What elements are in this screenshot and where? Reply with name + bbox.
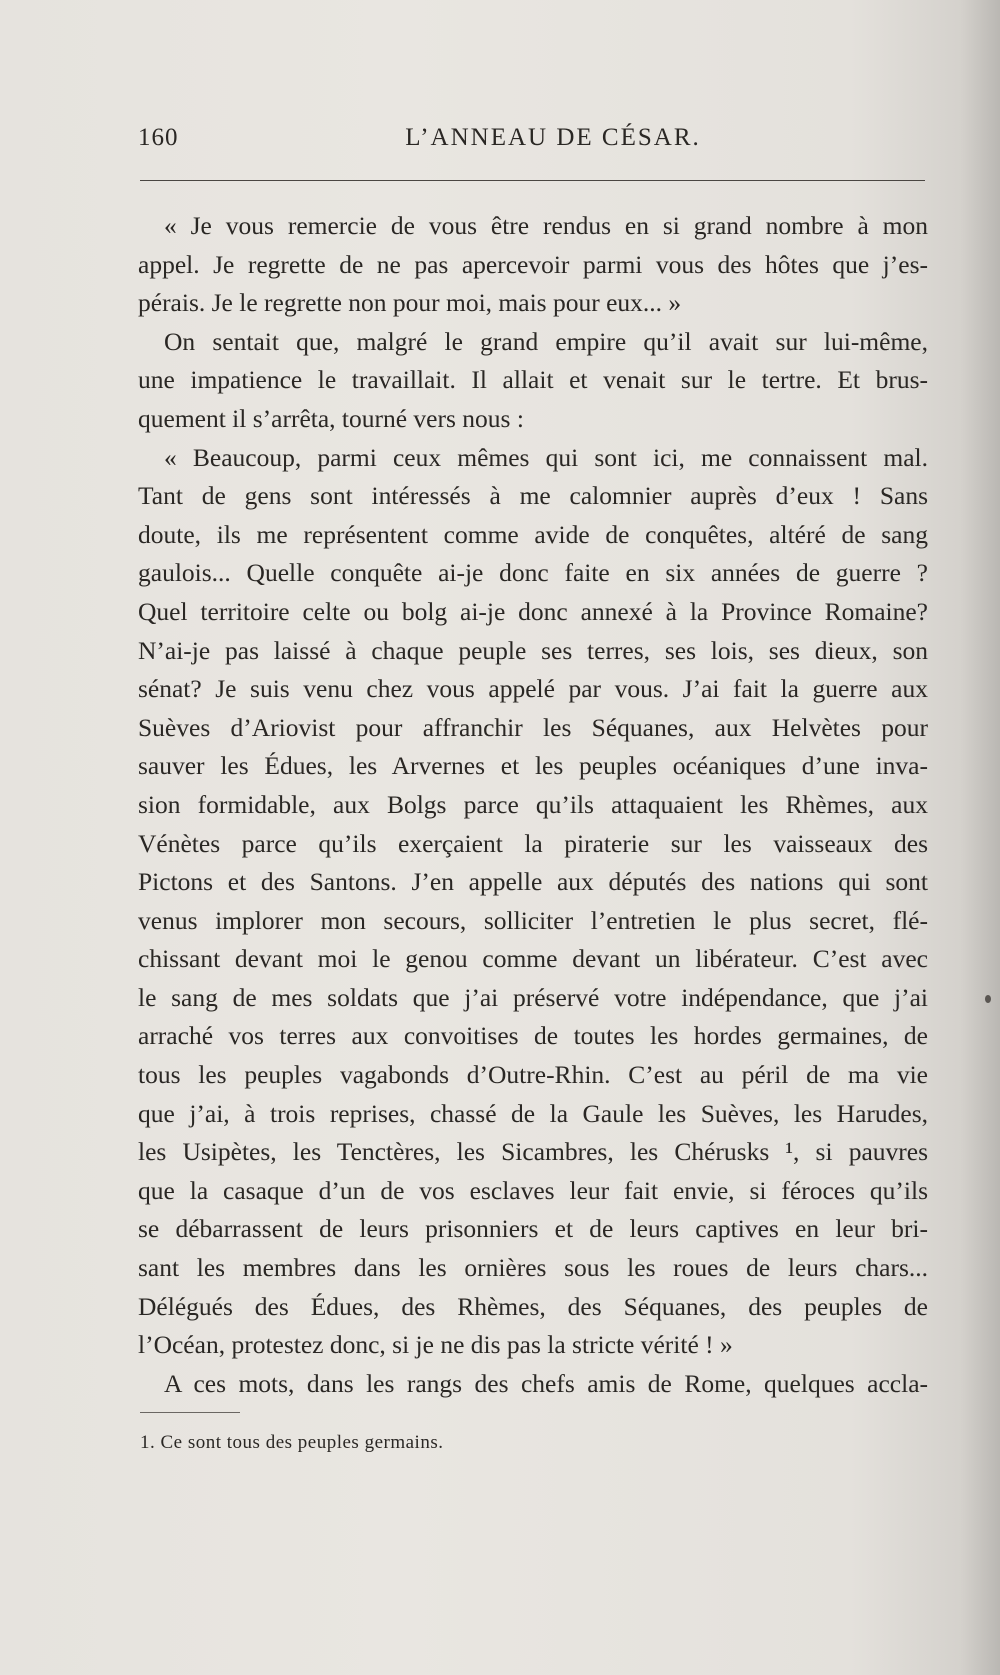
text-line: « Beaucoup, parmi ceux mêmes qui sont ici, me connaissent mal. (164, 442, 928, 472)
text-line: Tant de gens sont intéressés à me calomnier auprès d’eux ! Sans (138, 481, 928, 511)
text-line: l’Océan, protestez donc, si je ne dis pas la stricte vérité ! » (138, 1330, 733, 1360)
text-line: que la casaque d’un de vos esclaves leur fait envie, si féroces qu’ils (138, 1175, 928, 1205)
text-line: chissant devant moi le genou comme devant un libérateur. C’est avec (138, 944, 928, 974)
text-line: Quel territoire celte ou bolg ai-je donc annexé à la Province Romaine? (138, 596, 928, 626)
text-line: venus implorer mon secours, solliciter l’entretien le plus secret, flé- (138, 905, 928, 935)
text-line: le sang de mes soldats que j’ai préservé votre indépendance, que j’ai (138, 982, 928, 1012)
page-number: 160 (138, 124, 179, 151)
running-title: L’ANNEAU DE CÉSAR. (405, 124, 701, 151)
text-line: A ces mots, dans les rangs des chefs amis de Rome, quelques accla- (164, 1368, 928, 1398)
text-line: Pictons et des Santons. J’en appelle aux députés des nations qui sont (138, 867, 928, 897)
text-line: pérais. Je le regrette non pour moi, mais pour eux... » (138, 288, 682, 318)
text-line: Vénètes parce qu’ils exerçaient la piraterie sur les vaisseaux des (138, 828, 928, 858)
body-text (138, 207, 928, 1403)
text-line: que j’ai, à trois reprises, chassé de la Gaule les Suèves, les Harudes, (138, 1098, 928, 1128)
footnote: 1. Ce sont tous des peuples germains. (140, 1432, 444, 1453)
text-line: quement il s’arrêta, tourné vers nous : (138, 403, 524, 433)
ink-speck (985, 995, 991, 1003)
header-rule (140, 180, 925, 181)
text-line: Délégués des Édues, des Rhèmes, des Séquanes, des peuples de (138, 1291, 928, 1321)
text-line: une impatience le travaillait. Il allait et venait sur le tertre. Et brus- (138, 365, 928, 395)
page-edge-shadow (960, 0, 1000, 1675)
text-line: doute, ils me représentent comme avide de conquêtes, altéré de sang (138, 519, 928, 549)
text-line: On sentait que, malgré le grand empire qu’il avait sur lui-même, (164, 326, 928, 356)
text-line: sion formidable, aux Bolgs parce qu’ils attaquaient les Rhèmes, aux (138, 789, 928, 819)
text-line: tous les peuples vagabonds d’Outre-Rhin. C’est au péril de ma vie (138, 1060, 928, 1090)
text-line: les Usipètes, les Tenctères, les Sicambres, les Chérusks ¹, si pauvres (138, 1137, 928, 1167)
text-line: arraché vos terres aux convoitises de toutes les hordes germaines, de (138, 1021, 928, 1051)
text-line: Suèves d’Ariovist pour affranchir les Séquanes, aux Helvètes pour (138, 712, 928, 742)
text-line: N’ai-je pas laissé à chaque peuple ses terres, ses lois, ses dieux, son (138, 635, 928, 665)
text-line: « Je vous remercie de vous être rendus en si grand nombre à mon (164, 211, 928, 240)
text-line: se débarrassent de leurs prisonniers et de leurs captives en leur bri- (138, 1214, 928, 1244)
text-line: sauver les Édues, les Arvernes et les peuples océaniques d’une inva- (138, 751, 928, 781)
footnote-rule (140, 1412, 240, 1413)
text-line: sénat? Je suis venu chez vous appelé par vous. J’ai fait la guerre aux (138, 674, 928, 704)
text-line: sant les membres dans les ornières sous les roues de leurs chars... (138, 1253, 928, 1283)
text-line: gaulois... Quelle conquête ai-je donc faite en six années de guerre ? (138, 558, 928, 588)
running-head (138, 124, 928, 160)
text-line: appel. Je regrette de ne pas apercevoir parmi vous des hôtes que j’es- (138, 249, 928, 279)
